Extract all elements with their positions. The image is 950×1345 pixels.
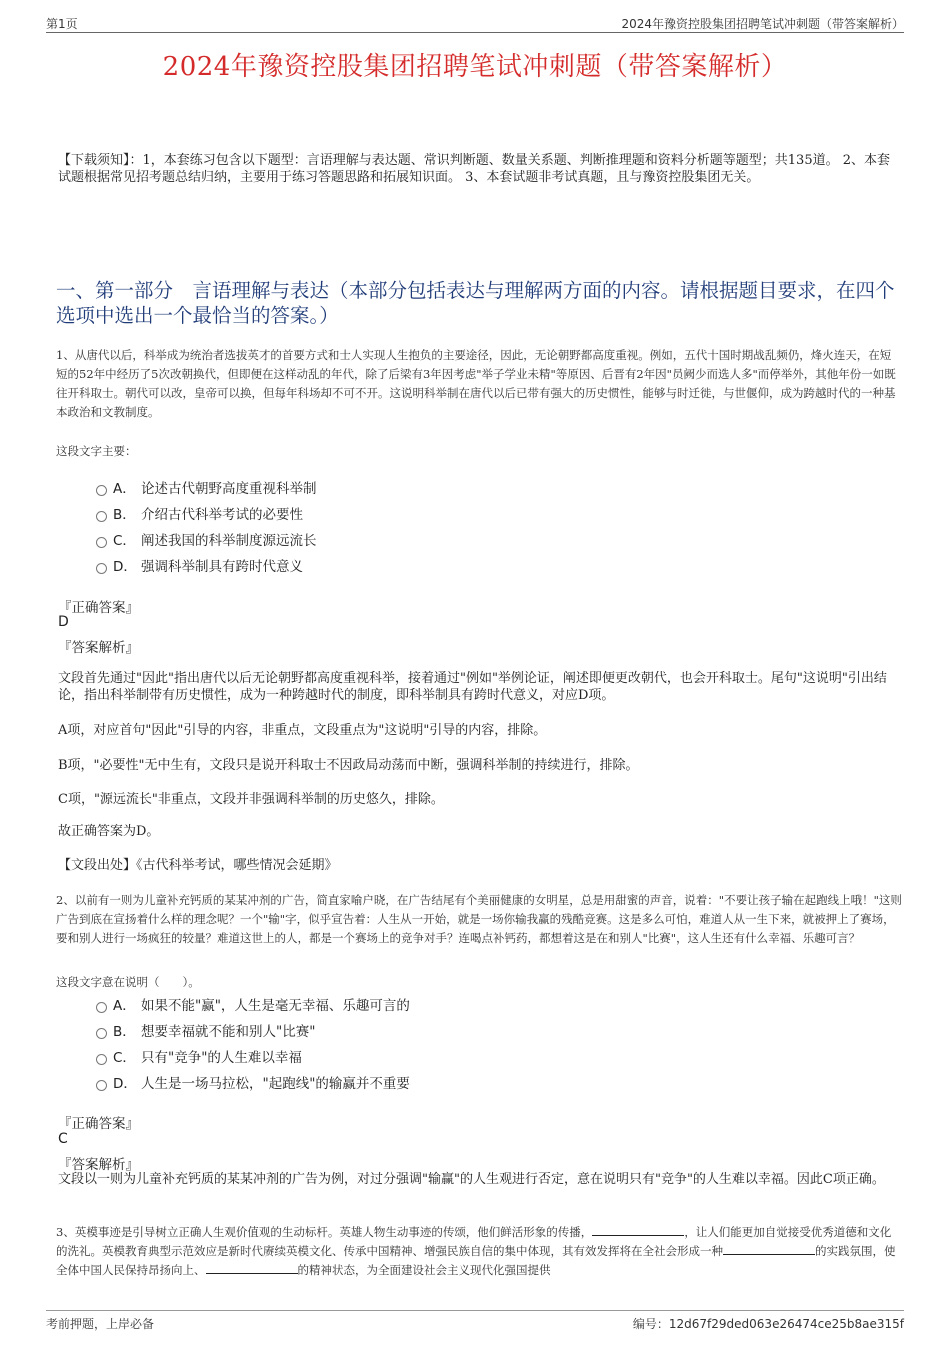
question-1-prompt: 这段文字主要： [56,444,137,458]
radio-icon[interactable] [96,1028,107,1039]
question-1-stem: 1、从唐代以后，科举成为统治者选拔英才的首要方式和士人实现人生抱负的主要途径，因此，无论朝野都高度重视。例如，五代十国时期战乱频仍，烽火连天，在短短的52年中经历了5次改朝换代，但即便在这样动乱的年代，除了后梁有3年因考虑"举子学业未精"等原因、后晋有2年因"员阙少而选人多"而停举外，其他年份一如既往开科取士。朝代可以改，皇帝可以换，但每年科场却不可不开。这说明科举制在唐代以后已带有强大的历史惯性，能够与时迁徙，与世偃仰，成为跨越时代的一种基本政治和文教制度。 [56,348,896,419]
download-notice: 【下载须知】：1，本套练习包含以下题型：言语理解与表达题、常识判断题、数量关系题、判断推理题和资料分析题等题型；共135道。 2、本套试题根据常见招考题总结归纳，主要用于练习答题思路和拓展知识面。 3、本套试题非考试真题，且与豫资控股集团无关。 [58,153,890,185]
question-1-analysis-b: B项，"必要性"无中生有，文段只是说开科取士不因政局动荡而中断，强调科举制的持续进行，排除。 [58,758,639,773]
page-header [46,14,904,33]
question-2-analysis-label: 『答案解析』 [58,1157,139,1173]
radio-icon[interactable] [96,563,107,574]
question-2-prompt: 这段文字意在说明（ ）。 [56,975,200,989]
document-code: 编号：12d67f29ded063e26474ce25b8ae315f [632,1317,904,1331]
radio-icon[interactable] [96,1080,107,1091]
question-1-option-b[interactable]: B． 介绍古代科举考试的必要性 [96,503,303,523]
fill-blank-3[interactable] [206,1262,298,1274]
radio-icon[interactable] [96,537,107,548]
question-2-answer: C [58,1131,68,1147]
question-1-option-d[interactable]: D． 强调科举制具有跨时代意义 [96,555,303,575]
question-3-stem: 3、英模事迹是引导树立正确人生观价值观的生动标杆。英雄人物生动事迹的传颂，他们鲜活形象的传播， ，让人们能更加自觉接受优秀道德和文化的洗礼。英模教育典型示范效应是新时代赓续英模文化、传承中国精神、增强民族自信的集中体现，其有效发挥将在全社会形成一种 的实践氛围，使全体中国人民保持昂扬向上、 的精神状态，为全面建设社会主义现代化强国提供 [56,1225,896,1277]
question-1-conclusion: 故正确答案为D。 [58,824,160,839]
question-1-analysis-a: A项，对应首句"因此"引导的内容，非重点，文段重点为"这说明"引导的内容，排除。 [58,723,547,738]
question-2-stem: 2、以前有一则为儿童补充钙质的某某冲剂的广告，简直家喻户晓，在广告结尾有个美丽健康的女明星，总是用甜蜜的声音，说着："不要让孩子输在起跑线上哦！"这则广告到底在宣扬着什么样的理念呢？一个"输"字，似乎宣告着：人生从一开始，就是一场你输我赢的残酷竞赛。这是多么可怕，难道人从一生下来，就被押上了赛场，要和别人进行一场疯狂的较量？难道这世上的人，都是一个赛场上的竞争对手？连喝点补钙药，都想着这是在和别人"比赛"，这人生还有什么幸福、乐趣可言？ [56,893,902,945]
question-2-option-d[interactable]: D． 人生是一场马拉松，"起跑线"的输赢并不重要 [96,1072,410,1092]
footer-slogan: 考前押题，上岸必备 [46,1317,155,1331]
document-title: 2024年豫资控股集团招聘笔试冲刺题（带答案解析） [162,52,788,82]
question-1-source: 【文段出处】《古代科举考试，哪些情况会延期》 [58,858,338,873]
question-2-analysis: 文段以一则为儿童补充钙质的某某冲剂的广告为例，对过分强调"输赢"的人生观进行否定，意在说明只有"竞争"的人生难以幸福。因此C项正确。 [58,1172,885,1187]
page-footer [46,1310,904,1333]
question-1-analysis-label: 『答案解析』 [58,640,139,656]
question-1-option-a[interactable]: A． 论述古代朝野高度重视科举制 [96,477,317,497]
fill-blank-2[interactable] [723,1243,815,1255]
question-2-answer-label: 『正确答案』 [58,1116,139,1132]
radio-icon[interactable] [96,1002,107,1013]
section-heading: 一、第一部分 言语理解与表达（本部分包括表达与理解两方面的内容。请根据题目要求，在四个选项中选出一个最恰当的答案。） [56,279,895,327]
page-number: 第1页 [46,17,78,31]
radio-icon[interactable] [96,1054,107,1065]
fill-blank-1[interactable] [592,1224,684,1236]
question-1-analysis-main: 文段首先通过"因此"指出唐代以后无论朝野都高度重视科举，接着通过"例如"举例论证，阐述即便更改朝代，也会开科取士。尾句"这说明"引出结论，指出科举制带有历史惯性，成为一种跨越时代的制度，即科举制具有跨时代意义，对应D项。 [58,671,887,703]
question-2-option-a[interactable]: A． 如果不能"赢"，人生是毫无幸福、乐趣可言的 [96,994,410,1014]
question-2-option-b[interactable]: B． 想要幸福就不能和别人"比赛" [96,1020,315,1040]
header-doc-title: 2024年豫资控股集团招聘笔试冲刺题（带答案解析） [621,17,904,31]
question-1-answer: D [58,614,69,630]
radio-icon[interactable] [96,485,107,496]
question-1-option-c[interactable]: C． 阐述我国的科举制度源远流长 [96,529,317,549]
question-1-analysis-c: C项，"源远流长"非重点，文段并非强调科举制的历史悠久，排除。 [58,792,444,807]
question-2-option-c[interactable]: C． 只有"竞争"的人生难以幸福 [96,1046,302,1066]
question-1-answer-label: 『正确答案』 [58,600,139,616]
radio-icon[interactable] [96,511,107,522]
